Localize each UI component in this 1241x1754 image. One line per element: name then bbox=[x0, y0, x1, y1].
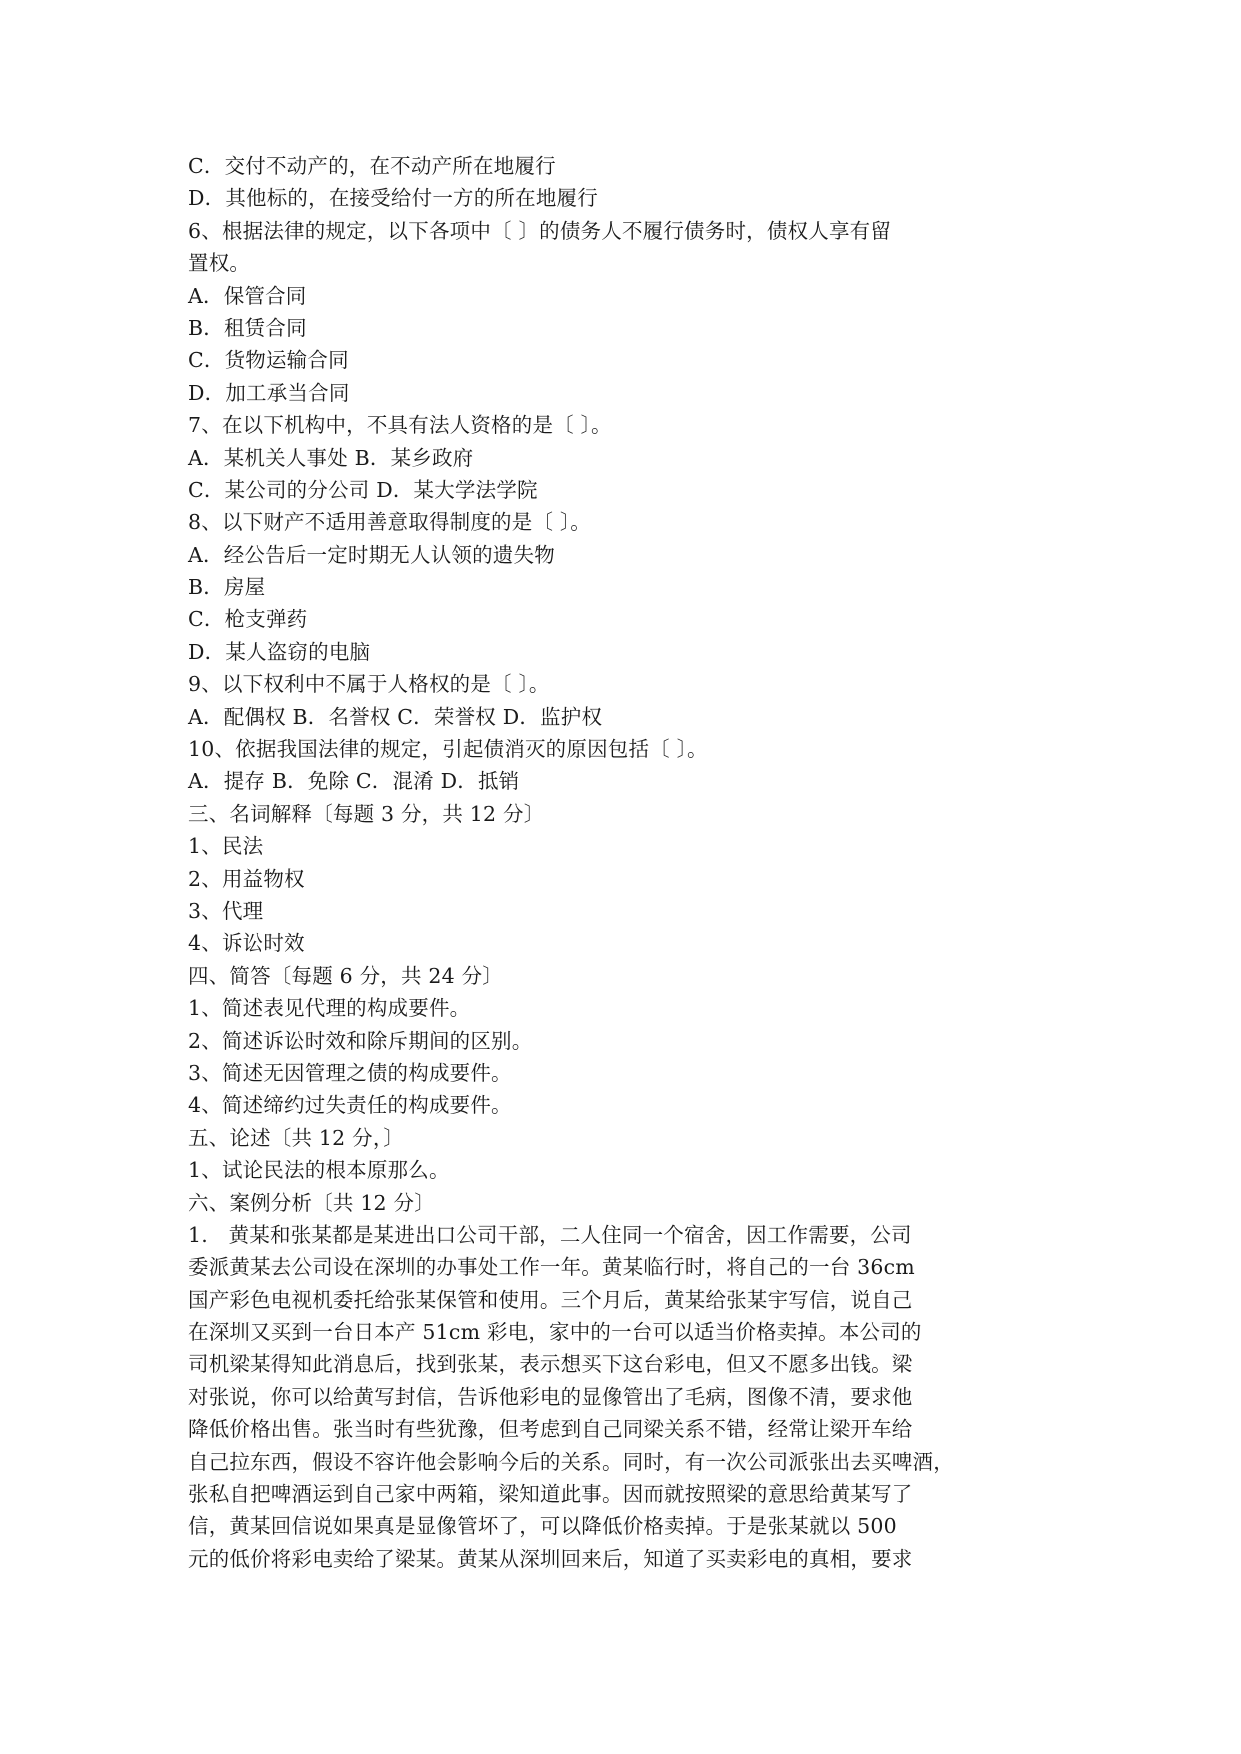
question-7: 7、在以下机构中，不具有法人资格的是〔 〕。 bbox=[188, 413, 612, 438]
case-paragraph-line: 信，黄某回信说如果真是显像管坏了，可以降低价格卖掉。于是张某就以 500 bbox=[188, 1514, 897, 1539]
question-10: 10、依据我国法律的规定，引起债消灭的原因包括〔 〕。 bbox=[188, 737, 708, 762]
short-answer-item: 2、简述诉讼时效和除斥期间的区别。 bbox=[188, 1028, 533, 1053]
case-paragraph-line: 元的低价将彩电卖给了梁某。黄某从深圳回来后，知道了买卖彩电的真相，要求 bbox=[188, 1546, 913, 1571]
essay-item: 1、试论民法的根本原那么。 bbox=[188, 1158, 450, 1183]
option-line: B．房屋 bbox=[188, 575, 266, 600]
case-paragraph-line: 降低价格出售。张当时有些犹豫，但考虑到自己同梁关系不错，经常让梁开车给 bbox=[188, 1417, 913, 1442]
text-line: D．其他标的，在接受给付一方的所在地履行 bbox=[188, 186, 598, 211]
case-paragraph-line: 张私自把啤酒运到自己家中两箱，梁知道此事。因而就按照梁的意思给黄某写了 bbox=[188, 1482, 913, 1507]
case-paragraph-line: 1. 黄某和张某都是某进出口公司干部，二人住同一个宿舍，因工作需要，公司 bbox=[188, 1222, 912, 1247]
term-item: 4、诉讼时效 bbox=[188, 931, 305, 956]
term-item: 1、民法 bbox=[188, 834, 264, 859]
case-paragraph-line: 在深圳又买到一台日本产 51cm 彩电，家中的一台可以适当价格卖掉。本公司的 bbox=[188, 1320, 922, 1345]
option-line: A．保管合同 bbox=[188, 283, 307, 308]
document-body bbox=[188, 150, 1008, 1575]
short-answer-item: 1、简述表见代理的构成要件。 bbox=[188, 996, 471, 1021]
option-line: A．某机关人事处 B．某乡政府 bbox=[188, 445, 474, 470]
case-paragraph-line: 司机梁某得知此消息后，找到张某，表示想买下这台彩电，但又不愿多出钱。梁 bbox=[188, 1352, 913, 1377]
option-line: C．某公司的分公司 D．某大学法学院 bbox=[188, 477, 538, 502]
case-paragraph-line: 对张说，你可以给黄写封信，告诉他彩电的显像管出了毛病，图像不清，要求他 bbox=[188, 1384, 913, 1409]
option-line: D．加工承当合同 bbox=[188, 380, 350, 405]
question-8: 8、以下财产不适用善意取得制度的是〔 〕。 bbox=[188, 510, 592, 535]
term-item: 2、用益物权 bbox=[188, 866, 305, 891]
text-line: 置权。 bbox=[188, 251, 251, 276]
section-heading-case-analysis: 六、案例分析〔共 12 分〕 bbox=[188, 1190, 435, 1215]
option-line: B．租赁合同 bbox=[188, 315, 307, 340]
case-paragraph-line: 国产彩色电视机委托给张某保管和使用。三个月后，黄某给张某宇写信，说自己 bbox=[188, 1287, 913, 1312]
term-item: 3、代理 bbox=[188, 898, 264, 923]
option-line: A．配偶权 B．名誉权 C．荣誉权 D．监护权 bbox=[188, 704, 603, 729]
case-paragraph-line: 自己拉东西，假设不容许他会影响今后的关系。同时，有一次公司派张出去买啤酒， bbox=[188, 1449, 954, 1474]
section-heading-terms: 三、名词解释〔每题 3 分，共 12 分〕 bbox=[188, 801, 545, 826]
option-line: D．某人盗窃的电脑 bbox=[188, 639, 371, 664]
text-line: C．交付不动产的，在不动产所在地履行 bbox=[188, 154, 556, 178]
option-line: C．货物运输合同 bbox=[188, 348, 349, 373]
question-6: 6、根据法律的规定，以下各项中〔 〕的债务人不履行债务时，债权人享有留 bbox=[188, 218, 892, 243]
section-heading-short-answer: 四、简答〔每题 6 分，共 24 分〕 bbox=[188, 963, 503, 988]
option-line: C．枪支弹药 bbox=[188, 607, 308, 632]
option-line: A．经公告后一定时期无人认领的遗失物 bbox=[188, 542, 555, 567]
option-line: A．提存 B．免除 C．混淆 D．抵销 bbox=[188, 769, 520, 794]
section-heading-essay: 五、论述〔共 12 分，〕 bbox=[188, 1125, 404, 1150]
case-paragraph-line: 委派黄某去公司设在深圳的办事处工作一年。黄某临行时，将自己的一台 36cm bbox=[188, 1255, 915, 1280]
short-answer-item: 3、简述无因管理之债的构成要件。 bbox=[188, 1060, 512, 1085]
question-9: 9、以下权利中不属于人格权的是〔 〕。 bbox=[188, 672, 550, 697]
short-answer-item: 4、简述缔约过失责任的构成要件。 bbox=[188, 1093, 512, 1118]
